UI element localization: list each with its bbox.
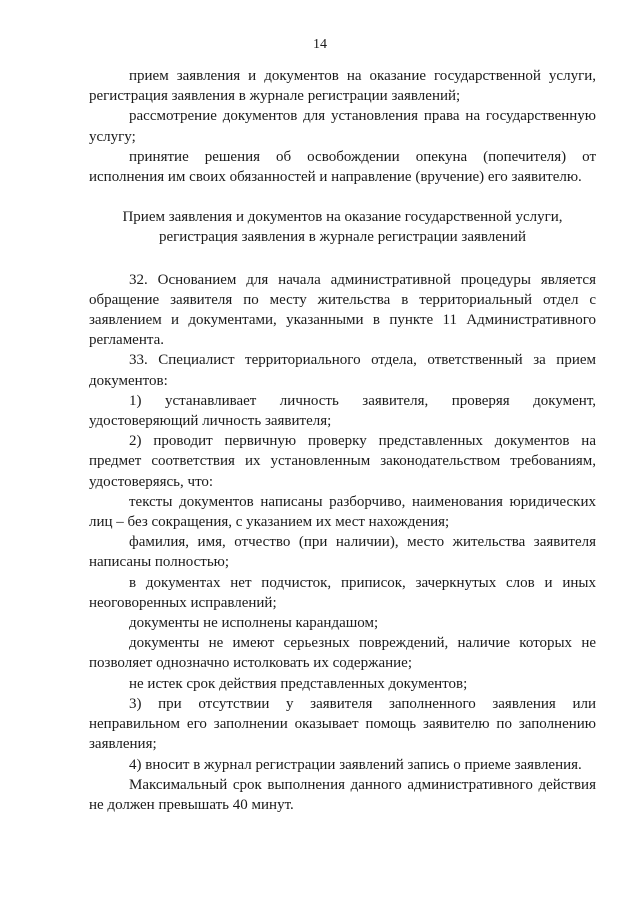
list-item-2: 2) проводит первичную проверку представленных документов на предмет соответствия их установленным законодательством требованиям, удостоверяясь, что: (89, 433, 596, 490)
check-legible-text: тексты документов написаны разборчиво, наименования юридических лиц – без сокращения, с указанием их мест нахождения; (89, 493, 596, 531)
check-valid-period: не истек срок действия представленных документов; (129, 675, 468, 692)
section-heading (89, 207, 596, 247)
check-full-name: фамилия, имя, отчество (при наличии), место жительства заявителя написаны полностью; (89, 534, 596, 571)
page-number: 14 (313, 37, 327, 52)
paragraph-32: 32. Основанием для начала административной процедуры является обращение заявителя по месту жительства в территориальный отдел с заявлением и документами, указанными в пункте 11 Административного регламента. (89, 271, 596, 349)
document-body (89, 66, 596, 815)
intro-item-review: рассмотрение документов для установления права на государственную услугу; (89, 108, 596, 145)
section-heading-line-1: Прием заявления и документов на оказание государственной услуги, (122, 209, 563, 226)
paragraph-33: 33. Специалист территориального отдела, ответственный за прием документов: (89, 352, 596, 389)
section-heading-line-2: регистрация заявления в журнале регистрации заявлений (158, 229, 527, 246)
list-item-3: 3) при отсутствии у заявителя заполненного заявления или неправильном его заполнении оказывает помощь заявителю по заполнению заявления; (89, 695, 596, 753)
intro-item-reception: прием заявления и документов на оказание государственной услуги, регистрация заявления в журнале регистрации заявлений; (89, 68, 596, 105)
list-item-4: 4) вносит в журнал регистрации заявлений запись о приеме заявления. (129, 756, 582, 773)
check-no-corrections: в документах нет подчисток, приписок, зачеркнутых слов и иных неоговоренных исправлений; (89, 574, 596, 611)
list-item-1: 1) устанавливает личность заявителя, проверяя документ, удостоверяющий личность заявителя; (89, 392, 596, 430)
check-no-damage: документы не имеют серьезных повреждений, наличие которых не позволяет однозначно истолковать их содержание; (89, 635, 596, 672)
intro-item-decision: принятие решения об освобождении опекуна (попечителя) от исполнения им своих обязанностей и направление (вручение) его заявителю. (89, 148, 596, 186)
check-no-pencil: документы не исполнены карандашом; (129, 615, 379, 632)
paragraph-max-time: Максимальный срок выполнения данного административного действия не должен превышать 40 минут. (89, 776, 596, 813)
